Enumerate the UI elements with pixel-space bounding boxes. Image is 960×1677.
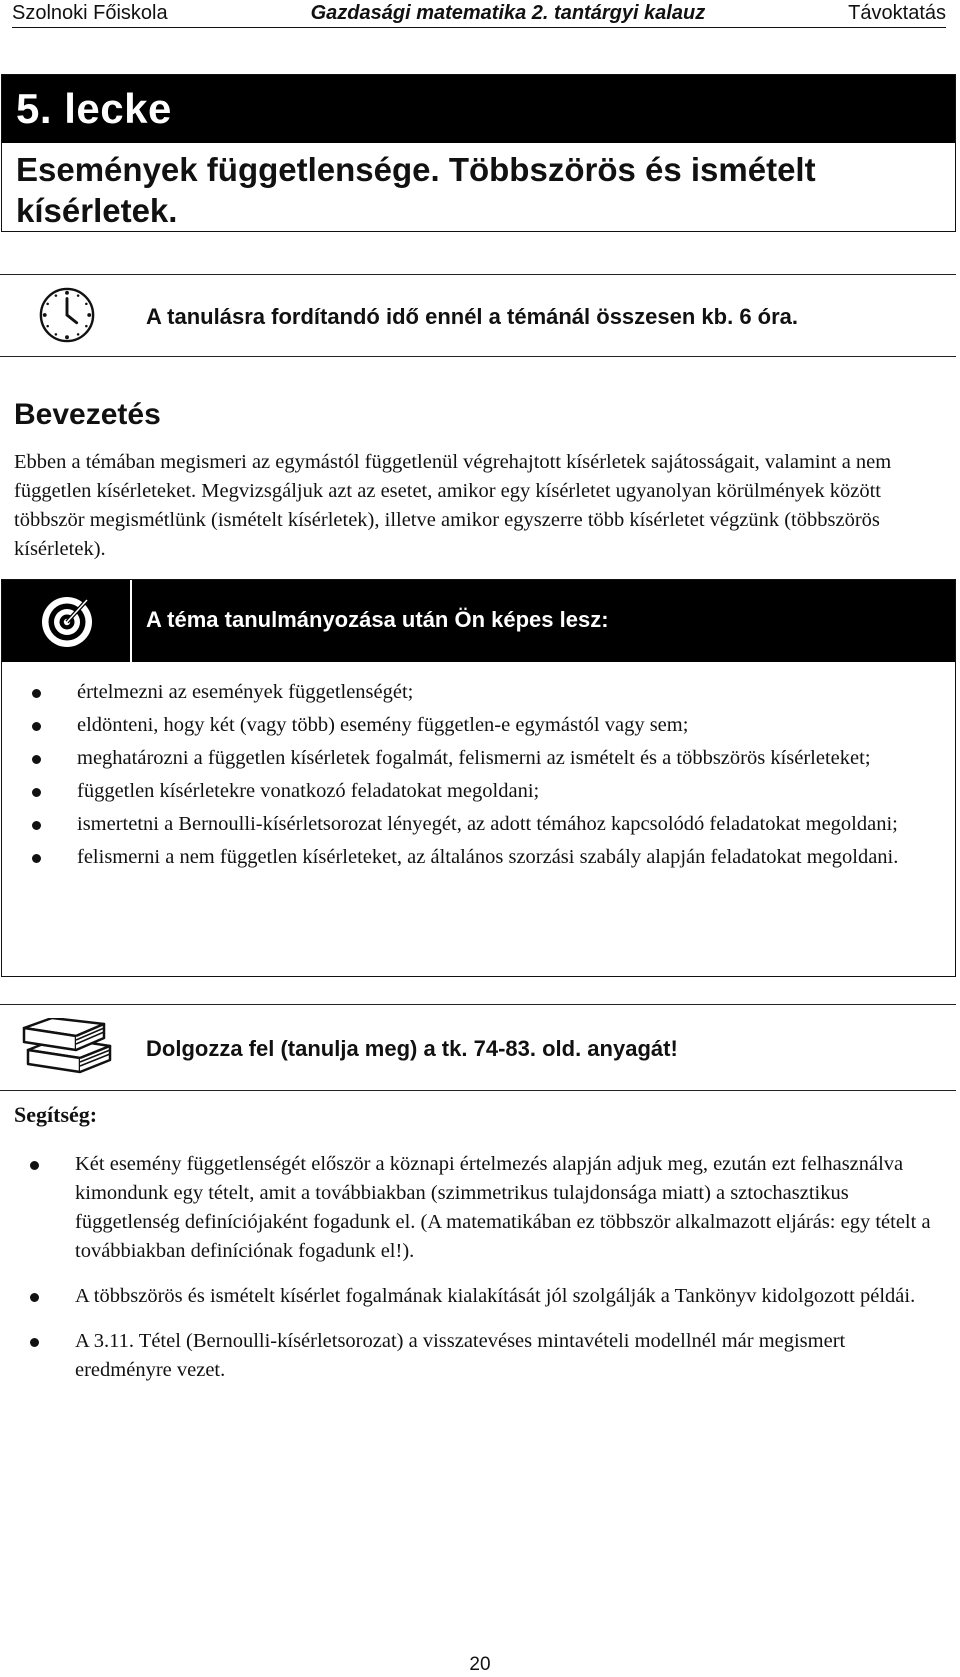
section-heading-intro: Bevezetés xyxy=(14,398,161,431)
divider xyxy=(0,356,956,357)
divider xyxy=(0,274,956,275)
books-icon xyxy=(18,1018,118,1082)
page-number: 20 xyxy=(469,1654,491,1675)
target-icon xyxy=(39,594,95,650)
lesson-title: Események függetlensége. Többszörös és ismételt kísérletek. xyxy=(16,151,816,229)
study-time-text: A tanulásra fordítandó idő ennél a témánál összesen kb. 6 óra. xyxy=(146,304,799,329)
clock-icon xyxy=(38,286,96,344)
help-list xyxy=(0,1150,940,1401)
help-label: Segítség: xyxy=(14,1102,98,1127)
divider xyxy=(0,1090,956,1091)
list-item: eldönteni, hogy két (vagy több) esemény független-e egymástól vagy sem; xyxy=(2,711,952,740)
lesson-number: 5. lecke xyxy=(2,75,955,143)
list-item: meghatározni a független kísérletek fogalmát, felismerni az ismételt és a többszörös kísérleteket; xyxy=(2,744,952,773)
objectives-header xyxy=(2,580,955,662)
header-course-title: Gazdasági matematika 2. tantárgyi kalauz xyxy=(310,2,706,24)
list-item: Két esemény függetlenségét először a köznapi értelmezés alapján adjuk meg, ezután ezt felhasználva kimondunk egy tételt, amit a továbbiakban (szimmetrikus tulajdonsága miatt) a sztochasztikus függetlenség definíciójaként fogadunk el. (A matematikában ez többször alkalmazott eljárás: egy tételt a továbbiakban definíciónak fogadunk el!). xyxy=(0,1150,940,1266)
intro-paragraph: Ebben a témában megismeri az egymástól függetlenül végrehajtott kísérletek sajátosságait, valamint a nem független kísérleteket. Megvizsgáljuk azt az esetet, amikor egy kísérletet ugyanolyan körülmények között többször megismétlünk (ismételt kísérletek), illetve amikor egyszerre több kísérletet végzünk (többszörös kísérletek). xyxy=(14,451,892,560)
study-time-row xyxy=(0,278,956,358)
list-item: felismerni a nem független kísérleteket, az általános szorzási szabály alapján feladatokat megoldani. xyxy=(2,843,952,872)
objectives-icon-cell xyxy=(2,580,132,662)
list-item: értelmezni az események függetlenségét; xyxy=(2,678,952,707)
reading-assignment: Dolgozza fel (tanulja meg) a tk. 74-83. old. anyagát! xyxy=(146,1036,678,1061)
list-item: független kísérletekre vonatkozó feladatokat megoldani; xyxy=(2,777,952,806)
header-mode: Távoktatás xyxy=(848,2,946,24)
lesson-title-box xyxy=(1,74,956,232)
objectives-heading: A téma tanulmányozása után Ön képes lesz: xyxy=(146,607,609,632)
running-header xyxy=(12,0,946,28)
objectives-box xyxy=(1,579,956,977)
header-institution: Szolnoki Főiskola xyxy=(12,2,168,24)
list-item: A 3.11. Tétel (Bernoulli-kísérletsorozat) a visszatevéses mintavételi modellnél már megismert eredményre vezet. xyxy=(0,1327,940,1385)
divider xyxy=(0,1004,956,1005)
objectives-list xyxy=(2,678,952,876)
list-item: A többszörös és ismételt kísérlet fogalmának kialakítását jól szolgálják a Tankönyv kidolgozott példái. xyxy=(0,1282,940,1311)
list-item: ismertetni a Bernoulli-kísérletsorozat lényegét, az adott témához kapcsolódó feladatokat megoldani; xyxy=(2,810,952,839)
